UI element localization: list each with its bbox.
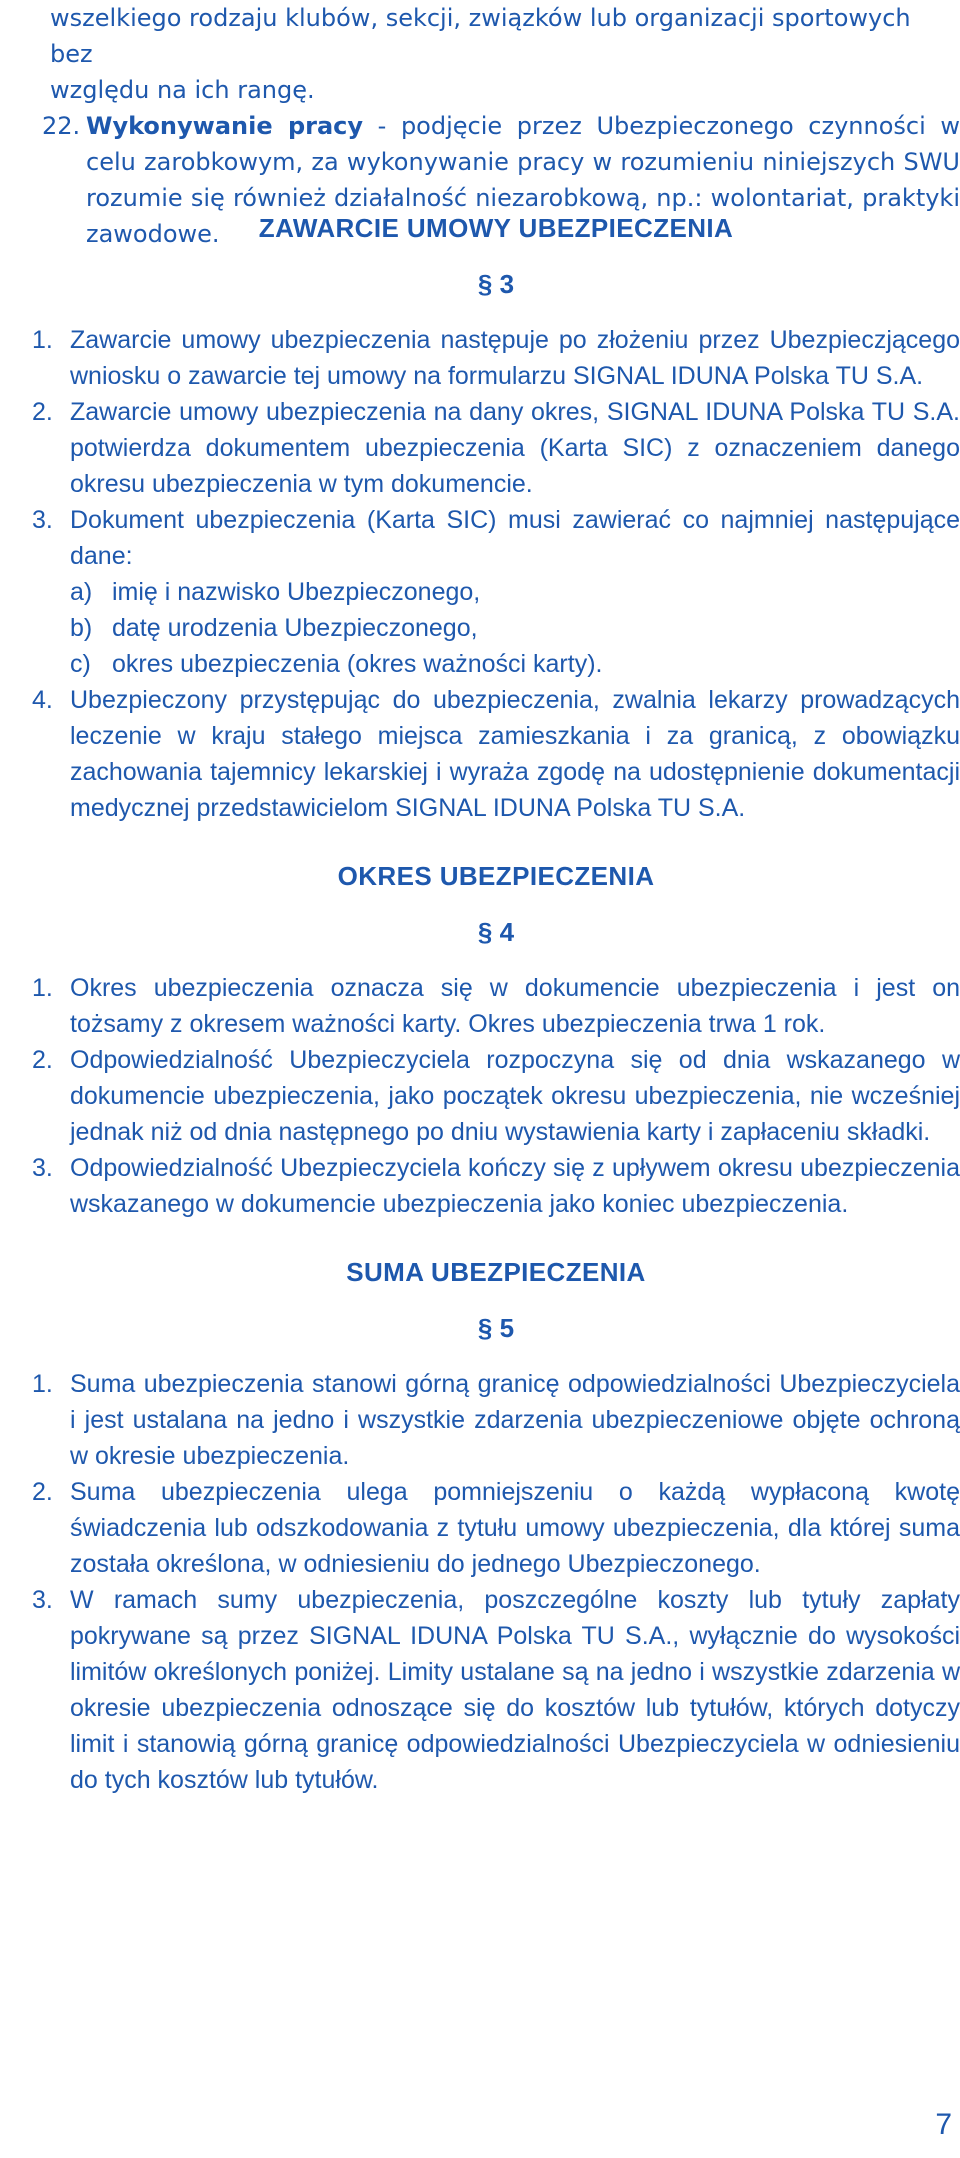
sub-item [70,574,960,610]
item-text-block [70,1042,960,1150]
heading-spacer [32,894,960,914]
item-text-block [70,1582,960,1798]
item-text-block [70,502,960,682]
item-number: 4. [32,686,53,714]
paragraph-number: § 5 [477,1313,515,1343]
section-spacer [32,826,960,858]
numbered-item [32,1582,960,1798]
defined-term: Wykonywanie pracy [86,112,364,140]
continuation-line: wszelkiego rodzaju klubów, sekcji, związków lub organizacji sportowych bez [50,4,911,68]
page-number: 7 [935,2108,952,2141]
numbered-item [32,1474,960,1582]
sub-item-letter: a) [70,578,93,606]
item-number: 3. [32,1154,53,1182]
item-text-block [70,682,960,826]
sub-item-text: okres ubezpieczenia (okres ważności karty). [112,650,603,678]
numbered-item [32,1042,960,1150]
definition-text: - podjęcie przez Ubezpieczonego czynności w celu zarobkowym, za wykonywanie pracy w rozumieniu niniejszych SWU rozumie się również działalność niezarobkową, np.: wolontariat, praktyki zawodowe. [86,112,960,248]
sub-item-text: imię i nazwisko Ubezpieczonego, [112,578,481,606]
item-number: 1. [32,326,53,354]
item-number: 3. [32,1586,53,1614]
section-heading: SUMA UBEZPIECZENIA [346,1257,646,1287]
item-text: Zawarcie umowy ubezpieczenia na dany okres, SIGNAL IDUNA Polska TU S.A. potwierdza dokumentem ubezpieczenia (Karta SIC) z oznaczeniem danego okresu ubezpieczenia w tym dokumencie. [70,398,960,498]
item-number: 2. [32,1478,53,1506]
item-number: 3. [32,506,53,534]
item-text-block [70,1474,960,1582]
item-number: 1. [32,1370,53,1398]
item-text-block [70,970,960,1042]
numbered-item [32,682,960,826]
paragraph-spacer [32,1346,960,1366]
numbered-item [32,394,960,502]
paragraph-number: § 3 [477,269,515,299]
item-number: 22. [42,112,81,140]
sub-item-letter: c) [70,650,91,678]
section-heading: OKRES UBEZPIECZENIA [337,861,655,891]
item-text-block [70,394,960,502]
numbered-item [32,322,960,394]
sub-item-text: datę urodzenia Ubezpieczonego, [112,614,478,642]
item-text-block [70,1150,960,1222]
paragraph-number: § 4 [477,917,515,947]
sub-item-letter: b) [70,614,93,642]
paragraph-spacer [32,302,960,322]
numbered-item [32,1366,960,1474]
item-text: Okres ubezpieczenia oznacza się w dokumencie ubezpieczenia i jest on tożsamy z okresem ważności karty. Okres ubezpieczenia trwa 1 rok. [70,974,960,1038]
item-text: Dokument ubezpieczenia (Karta SIC) musi zawierać co najmniej następujące dane: [70,506,960,570]
sections-container [32,210,960,1798]
numbered-item [32,970,960,1042]
section-heading: ZAWARCIE UMOWY UBEZPIECZENIA [258,213,734,243]
item-text: W ramach sumy ubezpieczenia, poszczególne koszty lub tytuły zapłaty pokrywane są przez SIGNAL IDUNA Polska TU S.A., wyłącznie do wysokości limitów określonych poniżej. Limity ustalane są na jedno i wszystkie zdarzenia w okresie ubezpieczenia odnoszące się do kosztów lub tytułów, których dotyczy limit i stanowią górną granicę odpowiedzialności Ubezpieczyciela w odniesieniu do tych kosztów lub tytułów. [70,1586,960,1794]
sub-item [70,610,960,646]
heading-spacer [32,1290,960,1310]
sub-item [70,646,960,682]
numbered-item [32,502,960,682]
item-number: 2. [32,1046,53,1074]
numbered-item [32,1150,960,1222]
item-text-block [70,322,960,394]
heading-spacer [32,246,960,266]
item-text: Zawarcie umowy ubezpieczenia następuje po złożeniu przez Ubezpieczjącego wniosku o zawarcie tej umowy na formularzu SIGNAL IDUNA Polska TU S.A. [70,326,960,390]
paragraph-spacer [32,950,960,970]
item-text: Odpowiedzialność Ubezpieczyciela rozpoczyna się od dnia wskazanego w dokumencie ubezpieczenia, jako początek okresu ubezpieczenia, nie wcześniej jednak niż od dnia następnego po dniu wystawienia karty i zapłaceniu składki. [70,1046,960,1146]
section-spacer [32,1222,960,1254]
item-text: Suma ubezpieczenia stanowi górną granicę odpowiedzialności Ubezpieczyciela i jest ustalana na jedno i wszystkie zdarzenia ubezpieczeniowe objęte ochroną w okresie ubezpieczenia. [70,1370,960,1470]
item-text: Suma ubezpieczenia ulega pomniejszeniu o każdą wypłaconą kwotę świadczenia lub odszkodowania z tytułu umowy ubezpieczenia, dla której suma została określona, w odniesieniu do jednego Ubezpieczonego. [70,1478,960,1578]
continuation-line: względu na ich rangę. [50,76,315,104]
item-text: Odpowiedzialność Ubezpieczyciela kończy się z upływem okresu ubezpieczenia wskazanego w dokumencie ubezpieczenia jako koniec ubezpieczenia. [70,1154,960,1218]
item-number: 1. [32,974,53,1002]
item-text: Ubezpieczony przystępując do ubezpieczenia, zwalnia lekarzy prowadzących leczenie w kraju stałego miejsca zamieszkania i za granicą, z obowiązku zachowania tajemnicy lekarskiej i wyraża zgodę na udostępnienie dokumentacji medycznej przedstawicielom SIGNAL IDUNA Polska TU S.A. [70,686,960,822]
item-number: 2. [32,398,53,426]
item-text-block [70,1366,960,1474]
